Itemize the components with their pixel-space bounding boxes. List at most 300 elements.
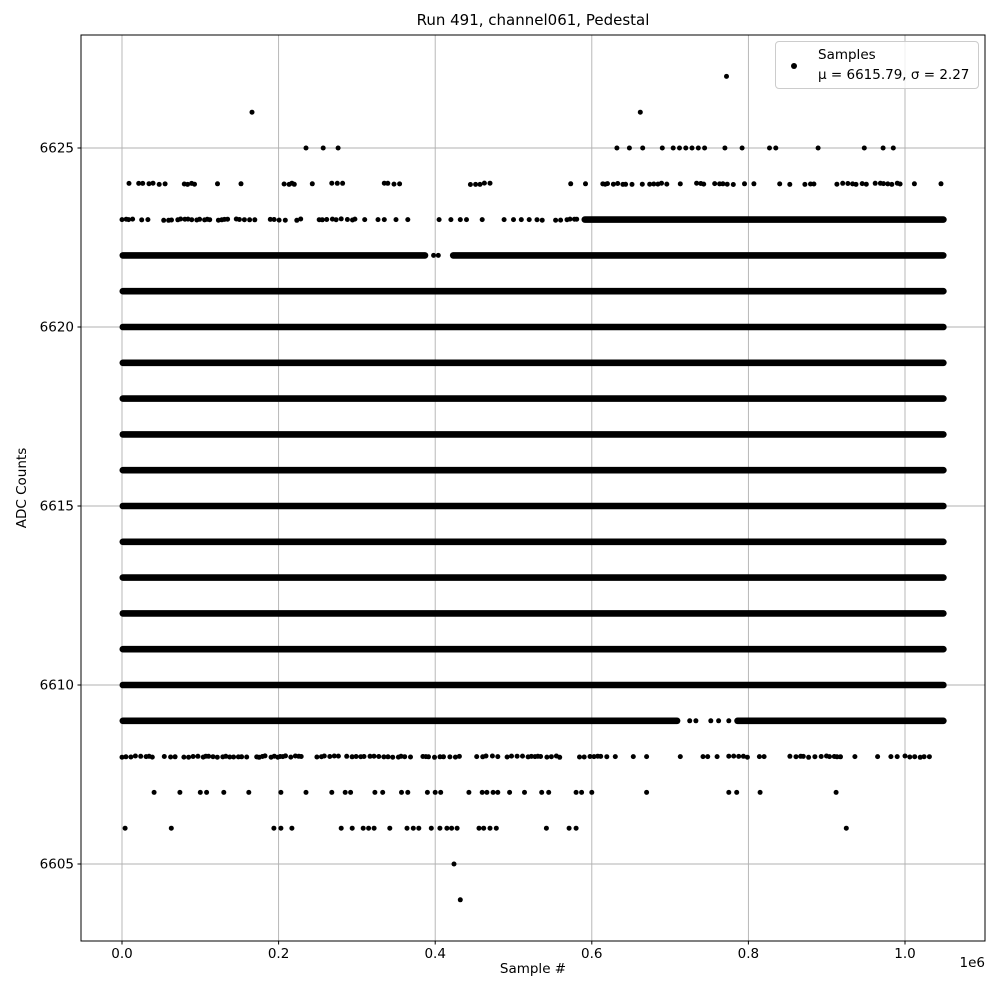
- sample-dot: [806, 755, 811, 760]
- sample-dot: [215, 181, 220, 186]
- sample-dot: [438, 790, 443, 795]
- sample-dot: [480, 217, 485, 222]
- sample-dot: [289, 826, 294, 831]
- sample-dot: [198, 790, 203, 795]
- x-tick-label: 0.8: [737, 946, 760, 962]
- sample-dot: [163, 181, 168, 186]
- sample-dot: [939, 181, 944, 186]
- sample-dot: [482, 181, 487, 186]
- sample-dot: [507, 790, 512, 795]
- sample-dot: [484, 790, 489, 795]
- sample-dot: [152, 790, 157, 795]
- sample-dot: [242, 217, 247, 222]
- y-axis-label: ADC Counts: [14, 447, 30, 529]
- sample-dot: [557, 755, 562, 760]
- sample-dot: [271, 826, 276, 831]
- sample-dot: [567, 826, 572, 831]
- sample-dot: [448, 217, 453, 222]
- sample-dot: [321, 146, 326, 151]
- sample-dot: [574, 790, 579, 795]
- sample-dot: [354, 754, 359, 759]
- sample-dot: [579, 790, 584, 795]
- sample-dot: [244, 755, 249, 760]
- adc-band-solid: [450, 252, 947, 259]
- sample-dot: [157, 182, 162, 187]
- sample-dot: [777, 181, 782, 186]
- sample-dot: [151, 181, 156, 186]
- sample-dot: [431, 253, 436, 258]
- sample-dot: [511, 217, 516, 222]
- sample-dot: [862, 146, 867, 151]
- sample-dot: [838, 754, 843, 759]
- sample-dot: [598, 754, 603, 759]
- sample-dot: [544, 755, 549, 760]
- sample-dot: [715, 754, 720, 759]
- sample-dot: [237, 217, 242, 222]
- x-tick-label: 1.0: [894, 946, 916, 962]
- sample-dot: [767, 146, 772, 151]
- sample-dot: [736, 754, 741, 759]
- sample-dot: [314, 755, 319, 760]
- legend: [775, 41, 979, 89]
- sample-dot: [263, 753, 268, 758]
- adc-band-solid: [120, 324, 947, 331]
- sample-dot: [437, 217, 442, 222]
- sample-dot: [292, 182, 297, 187]
- sample-dot: [640, 146, 645, 151]
- sample-dot: [433, 790, 438, 795]
- sample-dot: [162, 754, 167, 759]
- sample-dot: [464, 217, 469, 222]
- sample-dot: [429, 826, 434, 831]
- sample-dot: [812, 754, 817, 759]
- x-tick-label: 0.0: [111, 946, 133, 962]
- sample-dot: [708, 718, 713, 723]
- adc-band-solid: [582, 216, 947, 223]
- adc-band-solid: [120, 252, 429, 259]
- sample-dot: [794, 754, 799, 759]
- legend-label: Samples: [818, 47, 876, 63]
- sample-dot: [288, 755, 293, 760]
- sample-dot: [484, 754, 489, 759]
- sample-dot: [582, 755, 587, 760]
- legend-stats: μ = 6615.79, σ = 2.27: [818, 67, 970, 83]
- sample-dot: [416, 826, 421, 831]
- sample-dot: [480, 790, 485, 795]
- sample-dot: [169, 218, 174, 223]
- adc-band-solid: [120, 395, 947, 402]
- adc-band-solid: [120, 610, 947, 617]
- sample-dot: [912, 754, 917, 759]
- sample-dot: [895, 754, 900, 759]
- sample-dot: [678, 754, 683, 759]
- sample-dot: [246, 790, 251, 795]
- sample-dot: [215, 755, 220, 760]
- sample-dot: [720, 181, 725, 186]
- x-tick-label: 0.4: [424, 946, 446, 962]
- sample-dot: [623, 182, 628, 187]
- sample-dot: [659, 181, 664, 186]
- y-tick-label: 6615: [39, 498, 74, 515]
- sample-dot: [644, 754, 649, 759]
- sample-dot: [696, 146, 701, 151]
- sample-dot: [488, 826, 493, 831]
- sample-dot: [298, 217, 303, 222]
- sample-dot: [881, 181, 886, 186]
- sample-dot: [425, 790, 430, 795]
- sample-dot: [140, 181, 145, 186]
- sample-dot: [488, 181, 493, 186]
- sample-dot: [282, 182, 287, 187]
- sample-dot: [864, 182, 869, 187]
- sample-dot: [494, 826, 499, 831]
- sample-dot: [912, 181, 917, 186]
- sample-dot: [169, 826, 174, 831]
- sample-dot: [801, 754, 806, 759]
- sample-dot: [553, 218, 558, 223]
- sample-dot: [247, 217, 252, 222]
- sample-dot: [449, 826, 454, 831]
- sample-dot: [731, 182, 736, 187]
- sample-dot: [627, 146, 632, 151]
- sample-dot: [630, 182, 635, 187]
- sample-dot: [540, 218, 545, 223]
- sample-dot: [927, 754, 932, 759]
- sample-dot: [411, 826, 416, 831]
- sample-dot: [452, 862, 457, 867]
- sample-dot: [447, 754, 452, 759]
- sample-dot: [544, 826, 549, 831]
- sample-dot: [716, 718, 721, 723]
- sample-dot: [726, 790, 731, 795]
- sample-dot: [705, 754, 710, 759]
- sample-dot: [478, 182, 483, 187]
- sample-dot: [352, 217, 357, 222]
- sample-dot: [329, 181, 334, 186]
- sample-dot: [758, 790, 763, 795]
- y-tick-label: 6620: [39, 319, 74, 336]
- x-axis-offset-text: 1e6: [959, 955, 985, 971]
- sample-dot: [133, 754, 138, 759]
- sample-dot: [546, 790, 551, 795]
- sample-dot: [468, 182, 473, 187]
- sample-dot: [392, 182, 397, 187]
- sample-dot: [527, 217, 532, 222]
- sample-dot: [734, 790, 739, 795]
- sample-dot: [408, 755, 413, 760]
- sample-dot: [740, 146, 745, 151]
- sample-dot: [336, 146, 341, 151]
- sample-dot: [320, 217, 325, 222]
- sample-dot: [505, 755, 510, 760]
- sample-dot: [336, 754, 341, 759]
- sample-dot: [613, 754, 618, 759]
- sample-dot: [195, 754, 200, 759]
- sample-dot: [491, 790, 496, 795]
- sample-dot: [206, 754, 211, 759]
- sample-dot: [394, 217, 399, 222]
- sample-dot: [211, 754, 216, 759]
- sample-dot: [834, 182, 839, 187]
- sample-dot: [558, 218, 563, 223]
- sample-dot: [614, 146, 619, 151]
- sample-dot: [322, 754, 327, 759]
- sample-dot: [751, 181, 756, 186]
- sample-dot: [535, 217, 540, 222]
- sample-dot: [324, 217, 329, 222]
- sample-dot: [304, 790, 309, 795]
- sample-dot: [660, 146, 665, 151]
- sample-dot: [405, 217, 410, 222]
- sample-dot: [615, 181, 620, 186]
- sample-dot: [348, 790, 353, 795]
- sample-dot: [334, 217, 339, 222]
- sample-dot: [161, 218, 166, 223]
- sample-dot: [372, 826, 377, 831]
- sample-dot: [123, 826, 128, 831]
- sample-dot: [444, 826, 449, 831]
- sample-dot: [181, 755, 186, 760]
- sample-dot: [539, 790, 544, 795]
- sample-dot: [664, 182, 669, 187]
- sample-dot: [186, 755, 191, 760]
- sample-dot: [881, 146, 886, 151]
- sample-dot: [402, 754, 407, 759]
- sample-dot: [683, 146, 688, 151]
- sample-dot: [436, 253, 441, 258]
- sample-dot: [139, 217, 144, 222]
- adc-band-solid: [120, 539, 947, 546]
- sample-dot: [458, 897, 463, 902]
- sample-dot: [380, 790, 385, 795]
- sample-dot: [197, 217, 202, 222]
- adc-band-solid: [120, 431, 947, 438]
- sample-dot: [191, 754, 196, 759]
- sample-dot: [577, 755, 582, 760]
- sample-dot: [376, 754, 381, 759]
- sample-dot: [127, 181, 132, 186]
- sample-dot: [457, 754, 462, 759]
- x-axis-label: Sample #: [499, 961, 567, 977]
- legend-marker-dot: [791, 63, 797, 69]
- sample-dot: [150, 755, 155, 760]
- sample-dot: [787, 182, 792, 187]
- sample-dot: [345, 217, 350, 222]
- sample-dot: [382, 217, 387, 222]
- adc-band-solid: [120, 646, 947, 653]
- sample-dot: [344, 754, 349, 759]
- sample-dot: [481, 826, 486, 831]
- sample-dot: [889, 182, 894, 187]
- sample-dot: [231, 755, 236, 760]
- sample-dot: [574, 826, 579, 831]
- sample-dot: [611, 182, 616, 187]
- sample-dot: [283, 753, 288, 758]
- adc-band-solid: [734, 718, 947, 725]
- axes-frame: [81, 35, 985, 941]
- sample-dot: [397, 181, 402, 186]
- sample-dot: [638, 110, 643, 115]
- sample-dot: [773, 146, 778, 151]
- sample-dot: [299, 754, 304, 759]
- sample-dot: [702, 146, 707, 151]
- sample-dot: [473, 182, 478, 187]
- sample-dot: [640, 182, 645, 187]
- sample-dot: [816, 146, 821, 151]
- sample-dot: [490, 754, 495, 759]
- sample-dot: [466, 790, 471, 795]
- sample-dot: [225, 217, 230, 222]
- sample-dot: [701, 182, 706, 187]
- x-tick-label: 0.6: [581, 946, 603, 962]
- y-tick-label: 6610: [39, 677, 74, 694]
- sample-dot: [907, 755, 912, 760]
- sample-dot: [304, 146, 309, 151]
- sample-dot: [361, 826, 366, 831]
- sample-dot: [690, 146, 695, 151]
- sample-dot: [387, 826, 392, 831]
- sample-dot: [731, 754, 736, 759]
- sample-dot: [278, 826, 283, 831]
- sample-dot: [834, 790, 839, 795]
- sample-dot: [441, 754, 446, 759]
- sample-dot: [631, 754, 636, 759]
- sample-dot: [922, 754, 927, 759]
- sample-dot: [701, 754, 706, 759]
- sample-dot: [178, 217, 183, 222]
- sample-dot: [399, 790, 404, 795]
- sample-dot: [568, 217, 573, 222]
- sample-dot: [432, 755, 437, 760]
- sample-dot: [677, 146, 682, 151]
- sample-dot: [277, 218, 282, 223]
- sample-dot: [520, 754, 525, 759]
- sample-dot: [204, 790, 209, 795]
- sample-dot: [250, 110, 255, 115]
- chart-title: Run 491, channel061, Pedestal: [416, 11, 650, 29]
- sample-dot: [362, 754, 367, 759]
- sample-dot: [538, 754, 543, 759]
- sample-dot: [283, 218, 288, 223]
- sample-dot: [875, 754, 880, 759]
- sample-dot: [671, 146, 676, 151]
- y-tick-label: 6625: [39, 140, 74, 157]
- sample-dot: [123, 754, 128, 759]
- sample-dot: [385, 181, 390, 186]
- sample-dot: [726, 754, 731, 759]
- sample-dot: [372, 754, 377, 759]
- sample-dot: [509, 754, 514, 759]
- sample-dot: [762, 754, 767, 759]
- adc-band-solid: [120, 503, 947, 510]
- sample-dot: [605, 181, 610, 186]
- sample-dot: [515, 754, 520, 759]
- sample-dot: [644, 790, 649, 795]
- sample-dot: [726, 718, 731, 723]
- sample-dot: [339, 826, 344, 831]
- sample-dot: [844, 826, 849, 831]
- sample-dot: [522, 790, 527, 795]
- sample-dot: [272, 217, 277, 222]
- sample-dot: [519, 217, 524, 222]
- sample-dot: [130, 217, 135, 222]
- sample-dot: [811, 182, 816, 187]
- adc-band-solid: [120, 718, 681, 725]
- sample-dot: [343, 790, 348, 795]
- sample-dot: [742, 181, 747, 186]
- sample-dot: [177, 790, 182, 795]
- sample-dot: [568, 181, 573, 186]
- sample-dot: [678, 181, 683, 186]
- sample-dot: [745, 755, 750, 760]
- sample-dot: [474, 754, 479, 759]
- sample-dot: [827, 754, 832, 759]
- sample-dot: [687, 718, 692, 723]
- sample-dot: [712, 181, 717, 186]
- sample-dot: [390, 755, 395, 760]
- sample-dot: [495, 754, 500, 759]
- sample-dot: [458, 217, 463, 222]
- sample-dot: [366, 826, 371, 831]
- sample-dot: [840, 181, 845, 186]
- sample-dot: [350, 826, 355, 831]
- sample-dot: [455, 826, 460, 831]
- sample-dot: [574, 217, 579, 222]
- sample-dot: [757, 754, 762, 759]
- sample-dot: [852, 754, 857, 759]
- sample-dot: [310, 181, 315, 186]
- sample-dot: [339, 216, 344, 221]
- sample-dot: [168, 755, 173, 760]
- sample-dot: [724, 74, 729, 79]
- sample-dot: [192, 182, 197, 187]
- sample-dot: [173, 754, 178, 759]
- adc-band-solid: [120, 682, 947, 689]
- sample-dot: [725, 182, 730, 187]
- sample-dot: [477, 826, 482, 831]
- adc-band-solid: [120, 574, 947, 581]
- sample-dot: [903, 754, 908, 759]
- sample-dot: [376, 217, 381, 222]
- adc-band-solid: [120, 467, 947, 474]
- sample-dot: [802, 182, 807, 187]
- sample-dot: [891, 146, 896, 151]
- sample-dot: [898, 182, 903, 187]
- sample-dot: [252, 217, 257, 222]
- sample-dot: [340, 181, 345, 186]
- sample-dot: [221, 790, 226, 795]
- sample-dot: [604, 754, 609, 759]
- sample-dot: [873, 181, 878, 186]
- sample-dot: [239, 181, 244, 186]
- sample-dot: [189, 217, 194, 222]
- sample-dot: [239, 754, 244, 759]
- sample-dot: [888, 754, 893, 759]
- sample-dot: [426, 754, 431, 759]
- sample-dot: [327, 754, 332, 759]
- sample-dot: [819, 754, 824, 759]
- sample-dot: [722, 146, 727, 151]
- sample-dot: [335, 181, 340, 186]
- adc-band-solid: [120, 360, 947, 367]
- sample-dot: [372, 790, 377, 795]
- sample-dot: [128, 755, 133, 760]
- sample-dot: [549, 754, 554, 759]
- x-tick-label: 0.2: [267, 946, 290, 962]
- sample-dot: [845, 181, 850, 186]
- sample-dot: [145, 217, 150, 222]
- sample-dot: [583, 181, 588, 186]
